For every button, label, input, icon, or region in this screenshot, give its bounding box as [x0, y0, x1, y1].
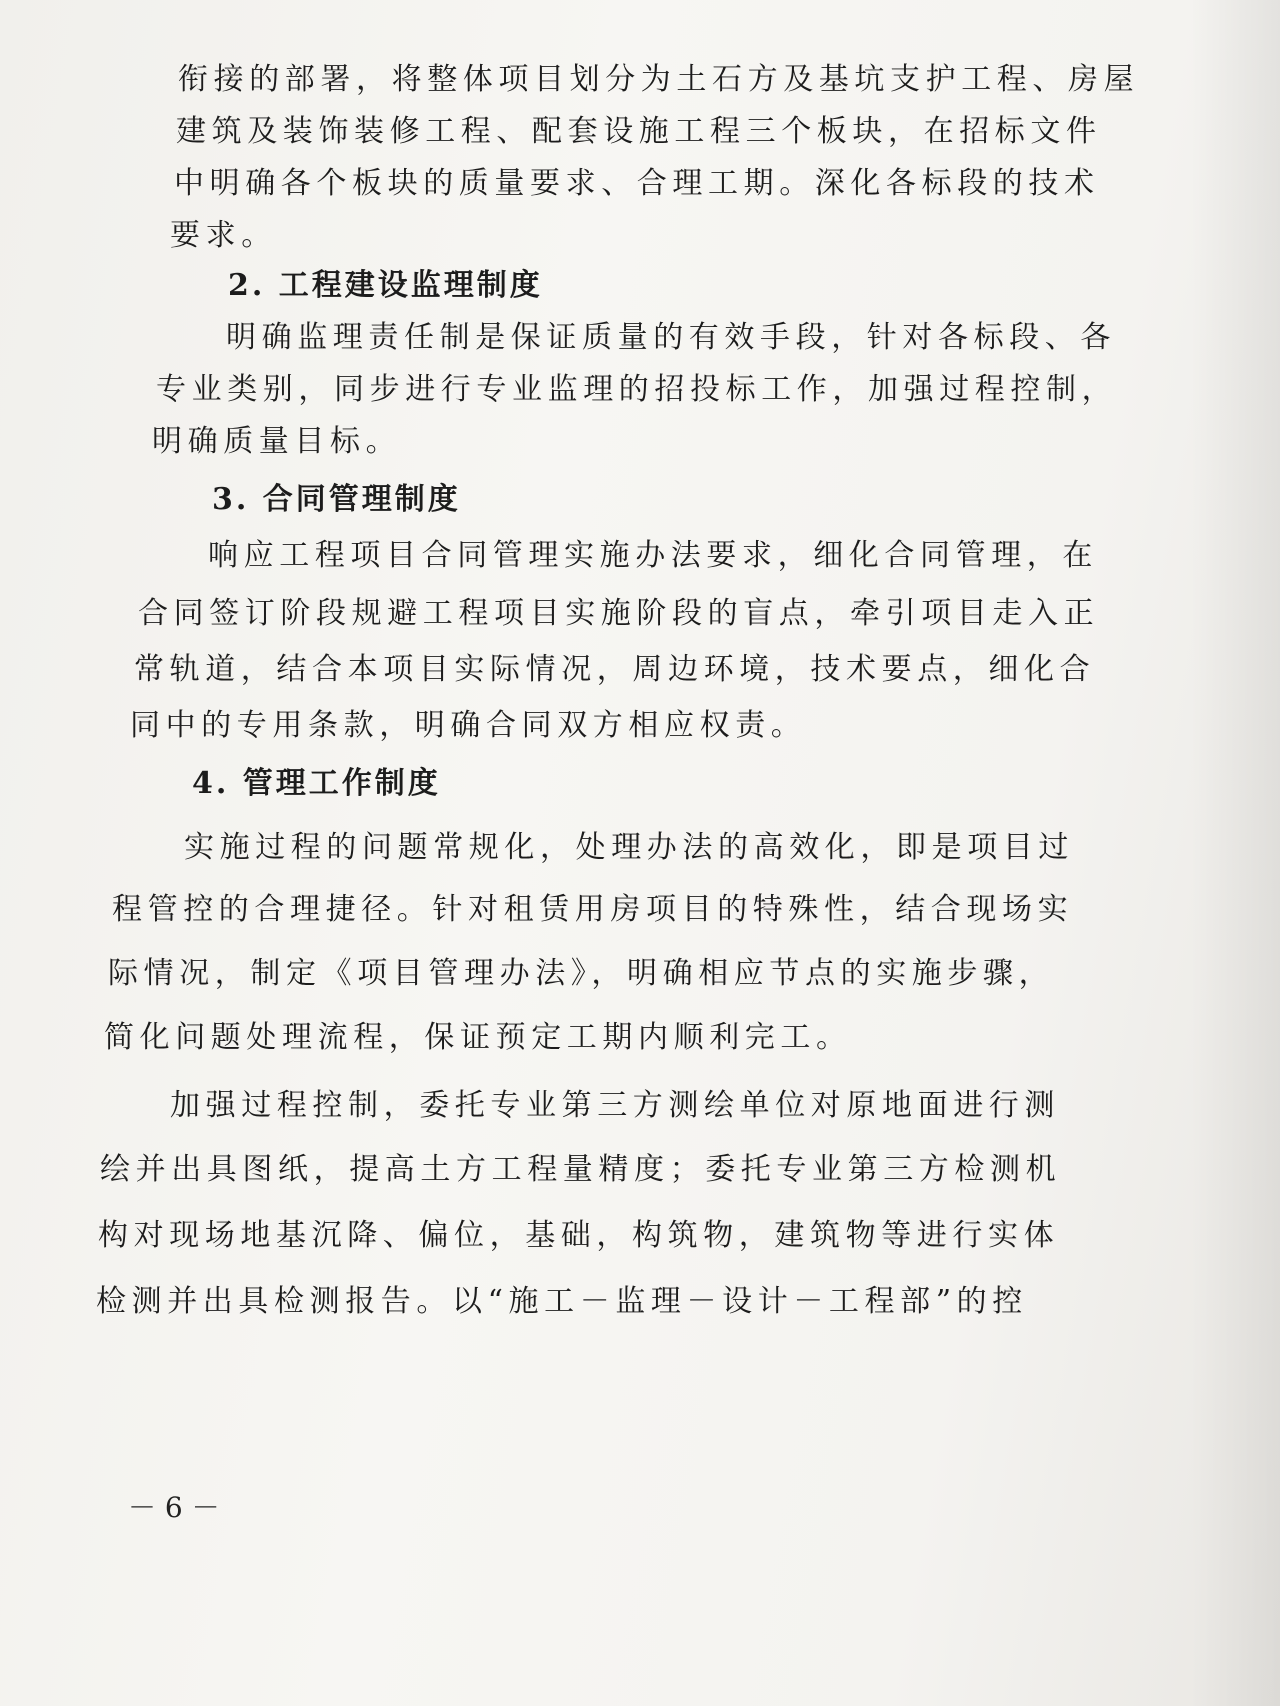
page-number: － 6 － — [128, 1491, 220, 1524]
text-line: 简化问题处理流程，保证预定工期内顺利完工。 — [104, 1020, 852, 1055]
text-line: 程管控的合理捷径。针对租赁用房项目的特殊性，结合现场实 — [112, 892, 1074, 927]
text-line: 建筑及装饰装修工程、配套设施工程三个板块，在招标文件 — [176, 114, 1102, 149]
text-line: 实施过程的问题常规化，处理办法的高效化，即是项目过 — [184, 830, 1074, 865]
text-line: 常轨道，结合本项目实际情况，周边环境，技术要点，细化合 — [134, 652, 1096, 687]
section-heading: 3. 合同管理制度 — [212, 482, 461, 517]
text-line: 构对现场地基沉降、偏位，基础，构筑物，建筑物等进行实体 — [98, 1218, 1060, 1253]
section-heading: 4. 管理工作制度 — [192, 766, 441, 801]
text-line: 明确质量目标。 — [152, 424, 402, 459]
text-line: 中明确各个板块的质量要求、合理工期。深化各标段的技术 — [174, 166, 1100, 201]
section-heading: 2. 工程建设监理制度 — [228, 268, 543, 303]
text-line: 合同签订阶段规避工程项目实施阶段的盲点，牵引项目走入正 — [138, 596, 1100, 631]
text-line: 检测并出具检测报告。以“施工－监理－设计－工程部”的控 — [96, 1284, 1028, 1319]
text-line: 衔接的部署，将整体项目划分为土石方及基坑支护工程、房屋 — [178, 62, 1140, 97]
text-line: 专业类别，同步进行专业监理的招投标工作，加强过程控制， — [156, 372, 1118, 407]
text-line: 要求。 — [170, 218, 277, 253]
text-line: 绘并出具图纸，提高土方工程量精度；委托专业第三方检测机 — [100, 1152, 1062, 1187]
text-line: 明确监理责任制是保证质量的有效手段，针对各标段、各 — [226, 320, 1116, 355]
text-line: 际情况，制定《项目管理办法》，明确相应节点的实施步骤， — [108, 956, 1055, 991]
text-line: 加强过程控制，委托专业第三方测绘单位对原地面进行测 — [170, 1088, 1060, 1123]
text-line: 响应工程项目合同管理实施办法要求，细化合同管理，在 — [208, 538, 1098, 573]
text-line: 同中的专用条款，明确合同双方相应权责。 — [130, 708, 807, 743]
